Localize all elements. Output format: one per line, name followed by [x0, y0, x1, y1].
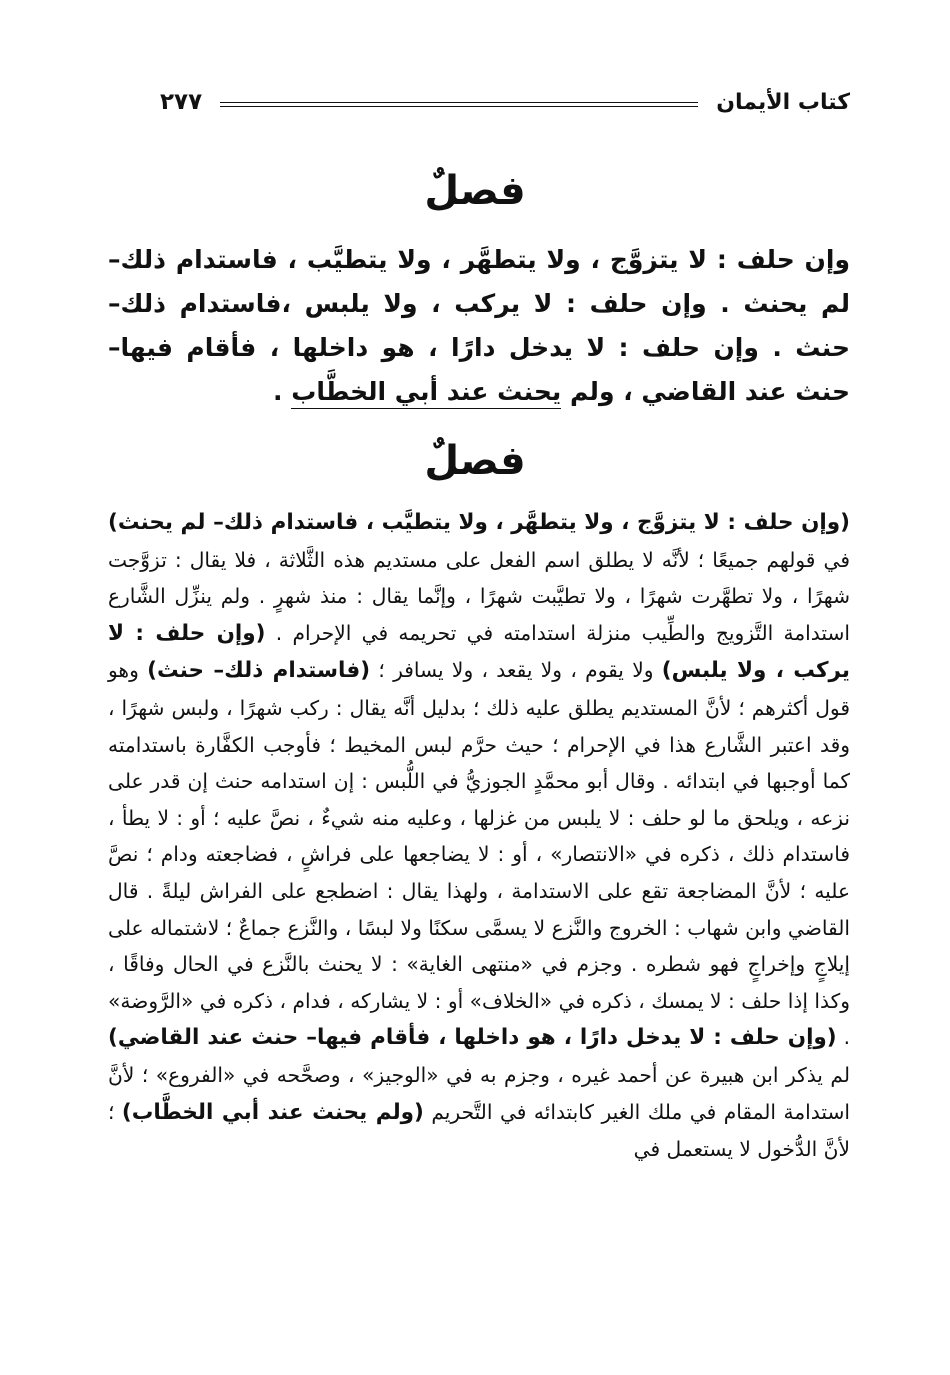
header-rule [220, 102, 698, 107]
commentary-3: وهو قول أكثرهم ؛ لأنَّ المستديم يطلق عليه ذلك ؛ بدليل أنَّه يقال : ركب شهرًا ، ولبس شهرًا ، وقد اعتبر الشَّارع هذا في الإحرام ؛ حيث حرَّم لبس المخيط ؛ فأوجب الكفَّارة باستدامته كما أوجبها في ابتدائه . وقال أبو محمَّدٍ الجوزيُّ في اللُّبس : إن استدامه حنث إن قدر على نزعه ، ويلحق ما لو حلف : لا يلبس من غزلها ، وعليه منه شيءٌ ، نصَّ عليه ؛ أو : لا يطأ ، فاستدام ذلك ، ذكره في «الانتصار» ، أو : لا يضاجعها على فراشٍ ، فضاجعته ودام ؛ نصَّ عليه ؛ لأنَّ المضاجعة تقع على الاستدامة ، ولهذا يقال : اضطجع على الفراش ليلةً . قال القاضي وابن شهاب : الخروج والنَّزع لا يسمَّى سكنًا ولا لبسًا ، والنَّزع جماعٌ ؛ لاشتماله على إيلاجٍ وإخراجٍ فهو شطره . وجزم في «منتهى الغاية» : لا يحنث بالنَّزع في الحال وفاقًا ، وكذا إذا حلف : لا يمسك ، ذكره في «الخلاف» أو : لا يشاركه ، فدام ، ذكره في «الرَّوضة» . [108, 658, 850, 1050]
page-header [160, 82, 850, 122]
commentary-5: ؛ لأنَّ الدُّخول لا يستعمل في [108, 1099, 850, 1162]
book-title: كتاب الأيمان [716, 89, 850, 115]
matn-text [108, 238, 850, 414]
section-2-title: فصلٌ [424, 438, 526, 484]
matn-underlined-phrase: يحنث عند أبي الخطَّاب [291, 377, 561, 409]
commentary-1: في قولهم جميعًا ؛ لأنَّه لا يطلق اسم الفعل على مستديم هذه الثَّلاثة ، فلا يقال : تزوَّجت شهرًا ، ولا تطهَّرت شهرًا ، ولا تطيَّبت شهرًا ، وإنَّما يقال : منذ شهرٍ . ولم ينزِّل الشَّارع استدامة التَّزويج والطِّيب منزلة استدامته في تحريمه في الإحرام . [108, 547, 850, 645]
matn-end: . [273, 377, 292, 406]
sharh-text [108, 504, 850, 1168]
matn-body: وإن حلف : لا يتزوَّج ، ولا يتطهَّر ، ولا يتطيَّب ، فاستدام ذلك– لم يحنث . وإن حلف : لا يركب ، ولا يلبس ،فاستدام ذلك– حنث . وإن حلف : لا يدخل دارًا ، هو داخلها ، فأقام فيها– حنث عند القاضي ، ولم [108, 245, 850, 406]
page-number: ٢٧٧ [160, 89, 203, 115]
quoted-matn-5: (ولم يحنث عند أبي الخطَّاب) [121, 1099, 424, 1125]
quoted-matn-2: (وإن حلف : لا يركب ، ولا يلبس) [108, 620, 850, 684]
section-1-title: فصلٌ [424, 168, 526, 214]
quoted-matn-3: (فاستدام ذلك– حنث) [147, 658, 371, 684]
commentary-2: ولا يقوم ، ولا يقعد ، ولا يسافر ؛ [370, 658, 662, 683]
quoted-matn-1: (وإن حلف : لا يتزوَّج ، ولا يتطهَّر ، ولا يتطيَّب ، فاستدام ذلك– لم يحنث) [108, 510, 850, 535]
commentary-4: لم يذكر ابن هبيرة عن أحمد غيره ، وجزم به في «الوجيز» ، وصحَّحه في «الفروع» ؛ لأنَّ استدامة المقام في ملك الغير كابتدائه في التَّحريم [108, 1062, 850, 1124]
quoted-matn-4: (وإن حلف : لا يدخل دارًا ، هو داخلها ، فأقام فيها– حنث عند القاضي) [108, 1025, 837, 1051]
